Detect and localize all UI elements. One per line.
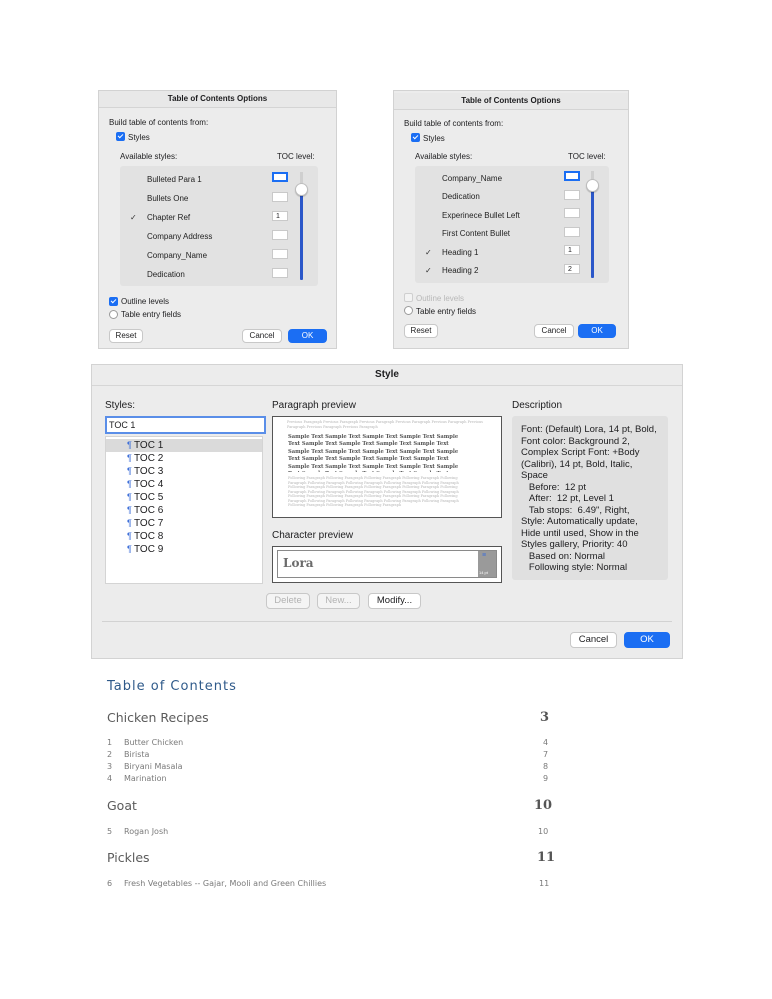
style-list-item[interactable]: ¶ TOC 8 xyxy=(127,531,164,542)
available-styles-label: Available styles: xyxy=(415,152,473,161)
styles-checkbox-label: Styles xyxy=(423,134,445,143)
divider xyxy=(102,621,672,622)
toc-entry-page: 8 xyxy=(543,762,549,771)
toc-entry-number: 1 xyxy=(107,738,113,747)
style-name: Bulleted Para 1 xyxy=(147,175,202,184)
toc-level-input[interactable] xyxy=(272,230,288,240)
styles-list-panel xyxy=(120,166,318,286)
toc-entry-page: 7 xyxy=(543,750,549,759)
paragraph-style-icon: ¶ xyxy=(127,544,132,554)
toc-entry-number: 3 xyxy=(107,762,113,771)
table-entry-checkbox[interactable] xyxy=(109,310,118,319)
paragraph-style-icon: ¶ xyxy=(127,466,132,476)
style-name: Company_Name xyxy=(442,174,503,183)
outline-levels-checkbox[interactable] xyxy=(109,297,118,306)
toc-entry-text: Rogan Josh xyxy=(124,827,169,836)
scrollbar-thumb[interactable] xyxy=(586,179,599,192)
style-check: ✓ xyxy=(425,266,432,275)
toc-document-title: Table of Contents xyxy=(107,679,237,694)
description-panel xyxy=(512,416,668,580)
styles-list-panel xyxy=(415,166,609,283)
style-check: ✓ xyxy=(130,213,137,222)
align-icon: ≡ xyxy=(482,552,487,559)
toc-heading: Chicken Recipes xyxy=(107,710,209,725)
character-preview-label: Character preview xyxy=(272,530,354,541)
style-row[interactable] xyxy=(120,190,318,208)
toc-entry-number: 2 xyxy=(107,750,113,759)
toc-heading: Pickles xyxy=(107,850,150,865)
toc-level-input[interactable] xyxy=(564,171,580,181)
outline-levels-label: Outline levels xyxy=(416,294,465,303)
style-list-item[interactable]: ¶ TOC 5 xyxy=(127,492,164,503)
style-list-item[interactable]: ¶ TOC 6 xyxy=(127,505,164,516)
ok-button[interactable]: OK xyxy=(624,632,670,648)
cancel-button[interactable]: Cancel xyxy=(242,329,282,343)
available-styles-label: Available styles: xyxy=(120,152,178,161)
toc-level-input[interactable] xyxy=(272,192,288,202)
character-preview xyxy=(272,546,502,583)
style-name: Chapter Ref xyxy=(147,213,191,222)
toc-entry-number: 4 xyxy=(107,774,113,783)
style-name: Bullets One xyxy=(147,194,189,203)
style-check: ✓ xyxy=(425,248,432,257)
outline-levels-label: Outline levels xyxy=(121,297,170,306)
style-list-item[interactable]: ¶ TOC 4 xyxy=(127,479,164,490)
toc-heading-page: 11 xyxy=(537,850,556,865)
paragraph-style-icon: ¶ xyxy=(127,440,132,450)
style-list-item[interactable]: ¶ TOC 1 xyxy=(106,439,262,452)
toc-options-dialog-right xyxy=(393,90,629,349)
cancel-button[interactable]: Cancel xyxy=(570,632,617,648)
paragraph-style-icon: ¶ xyxy=(127,492,132,502)
build-from-label: Build table of contents from: xyxy=(109,118,209,127)
toc-level-input[interactable] xyxy=(564,190,580,200)
styles-list[interactable] xyxy=(105,436,263,584)
modify-button[interactable]: Modify... xyxy=(368,593,421,609)
paragraph-preview-label: Paragraph preview xyxy=(272,400,356,411)
style-row[interactable] xyxy=(120,266,318,284)
toc-entry-page: 11 xyxy=(539,879,550,888)
toc-entry-number: 5 xyxy=(107,827,113,836)
style-name: First Content Bullet xyxy=(442,229,511,238)
reset-button[interactable]: Reset xyxy=(404,324,438,338)
sample-text-preview: Sample Text Sample Text Sample Text Sample Text Sample Text Sample Text Sample Text Sample Text Sample Text Sample Text Sample Text Sample Text Sample Text Sample Text Sample Text Sample Text Sample Text Sample Text Sample Text Sample Text Sample Text Sample Text Sample xyxy=(288,434,459,470)
style-name: Company_Name xyxy=(147,251,208,260)
styles-checkbox-label: Styles xyxy=(128,133,150,142)
toc-heading: Goat xyxy=(107,798,137,813)
toc-entry-page: 9 xyxy=(543,774,549,783)
toc-entry-page: 4 xyxy=(543,738,549,747)
style-list-item[interactable]: ¶ TOC 3 xyxy=(127,466,164,477)
style-list-item[interactable]: ¶ TOC 7 xyxy=(127,518,164,529)
table-entry-checkbox[interactable] xyxy=(404,306,413,315)
toc-entry-text: Butter Chicken xyxy=(124,738,184,747)
description-label: Description xyxy=(512,400,563,411)
style-name: Company Address xyxy=(147,232,213,241)
toc-level-input[interactable] xyxy=(272,172,288,182)
toc-entry-page: 10 xyxy=(538,827,549,836)
table-entry-label: Table entry fields xyxy=(121,310,182,319)
font-size-label: 14 pt xyxy=(479,570,488,575)
style-name: Dedication xyxy=(147,270,185,279)
style-dialog xyxy=(91,364,683,659)
ok-button[interactable]: OK xyxy=(578,324,616,338)
style-name: Heading 1 xyxy=(442,248,479,257)
delete-button[interactable]: Delete xyxy=(266,593,310,609)
toc-level-label: TOC level: xyxy=(568,152,606,161)
toc-level-label: TOC level: xyxy=(277,152,315,161)
font-size-indicator xyxy=(478,551,496,577)
style-list-item[interactable]: ¶ TOC 9 xyxy=(127,544,164,555)
previous-paragraph-preview: Previous Paragraph Previous Paragraph Previous Paragraph Previous Paragraph Previous Paragraph Previous Paragraph Previous Paragraph Previous Paragraph xyxy=(287,420,483,429)
toc-entry-text: Birista xyxy=(124,750,150,759)
toc-level-input[interactable]: 2 xyxy=(564,264,580,274)
dialog-title: Table of Contents Options xyxy=(99,91,336,108)
style-row[interactable] xyxy=(120,209,318,227)
style-name: Heading 2 xyxy=(442,266,479,275)
cancel-button[interactable]: Cancel xyxy=(534,324,574,338)
outline-levels-checkbox[interactable] xyxy=(404,293,413,302)
toc-level-input[interactable]: 1 xyxy=(564,245,580,255)
toc-entry-text: Marination xyxy=(124,774,167,783)
paragraph-style-icon: ¶ xyxy=(127,479,132,489)
style-row[interactable] xyxy=(120,228,318,246)
style-row[interactable] xyxy=(120,171,318,189)
toc-entry-text: Fresh Vegetables -- Gajar, Mooli and Green Chillies xyxy=(124,879,327,888)
style-row[interactable] xyxy=(120,247,318,265)
style-name: Dedication xyxy=(442,192,480,201)
toc-entry-number: 6 xyxy=(107,879,113,888)
toc-level-input[interactable] xyxy=(564,227,580,237)
new-style-button[interactable]: New... xyxy=(317,593,360,609)
paragraph-style-icon: ¶ xyxy=(127,505,132,515)
character-preview-text: Lora xyxy=(283,556,314,570)
styles-checkbox[interactable] xyxy=(116,132,125,141)
dialog-title: Style xyxy=(92,365,682,386)
style-name-input[interactable]: TOC 1 xyxy=(105,416,266,434)
paragraph-style-icon: ¶ xyxy=(127,453,132,463)
scrollbar-thumb[interactable] xyxy=(295,183,308,196)
style-name: Experinece Bullet Left xyxy=(442,211,520,220)
paragraph-style-icon: ¶ xyxy=(127,531,132,541)
paragraph-style-icon: ¶ xyxy=(127,518,132,528)
toc-level-input[interactable] xyxy=(272,268,288,278)
toc-options-dialog-left xyxy=(98,90,337,349)
table-entry-label: Table entry fields xyxy=(416,307,477,316)
reset-button[interactable]: Reset xyxy=(109,329,143,343)
dialog-title: Table of Contents Options xyxy=(394,93,628,110)
build-from-label: Build table of contents from: xyxy=(404,119,504,128)
style-list-item[interactable]: ¶ TOC 2 xyxy=(127,453,164,464)
toc-level-input[interactable] xyxy=(272,249,288,259)
toc-heading-page: 3 xyxy=(540,710,550,725)
paragraph-preview xyxy=(272,416,502,518)
toc-level-input[interactable] xyxy=(564,208,580,218)
toc-heading-page: 10 xyxy=(534,798,553,813)
ok-button[interactable]: OK xyxy=(288,329,327,343)
styles-checkbox[interactable] xyxy=(411,133,420,142)
following-paragraph-preview: Following Paragraph Following Paragraph Following Paragraph Following Paragraph Following Paragraph Following Paragraph Following Paragraph Following Paragraph Following Paragraph Following Paragraph Following Paragraph Following Paragraph Following Paragraph Following Paragraph Following Paragraph Following Paragraph Following Paragraph Following Paragraph Following Paragraph Following Paragraph Following Paragraph Following Paragraph Following Paragraph Following Paragraph Following Paragraph Following Paragraph Following Paragraph Following Paragraph Following Paragraph Following Paragraph xyxy=(288,476,459,507)
toc-level-input[interactable]: 1 xyxy=(272,211,288,221)
description-text: Font: (Default) Lora, 14 pt, Bold, Font color: Background 2, Complex Script Font: +Body (Calibri), 14 pt, Bold, Italic, Space Before: 12 pt After: 12 pt, Level 1 Tab stops: 6.49", Right, Style: Automatically update, Hide until used, Show in the Styles gallery, Priority: 40 Based on: Normal Following style: Normal xyxy=(521,424,657,573)
styles-label: Styles: xyxy=(105,400,136,411)
toc-entry-text: Biryani Masala xyxy=(124,762,183,771)
